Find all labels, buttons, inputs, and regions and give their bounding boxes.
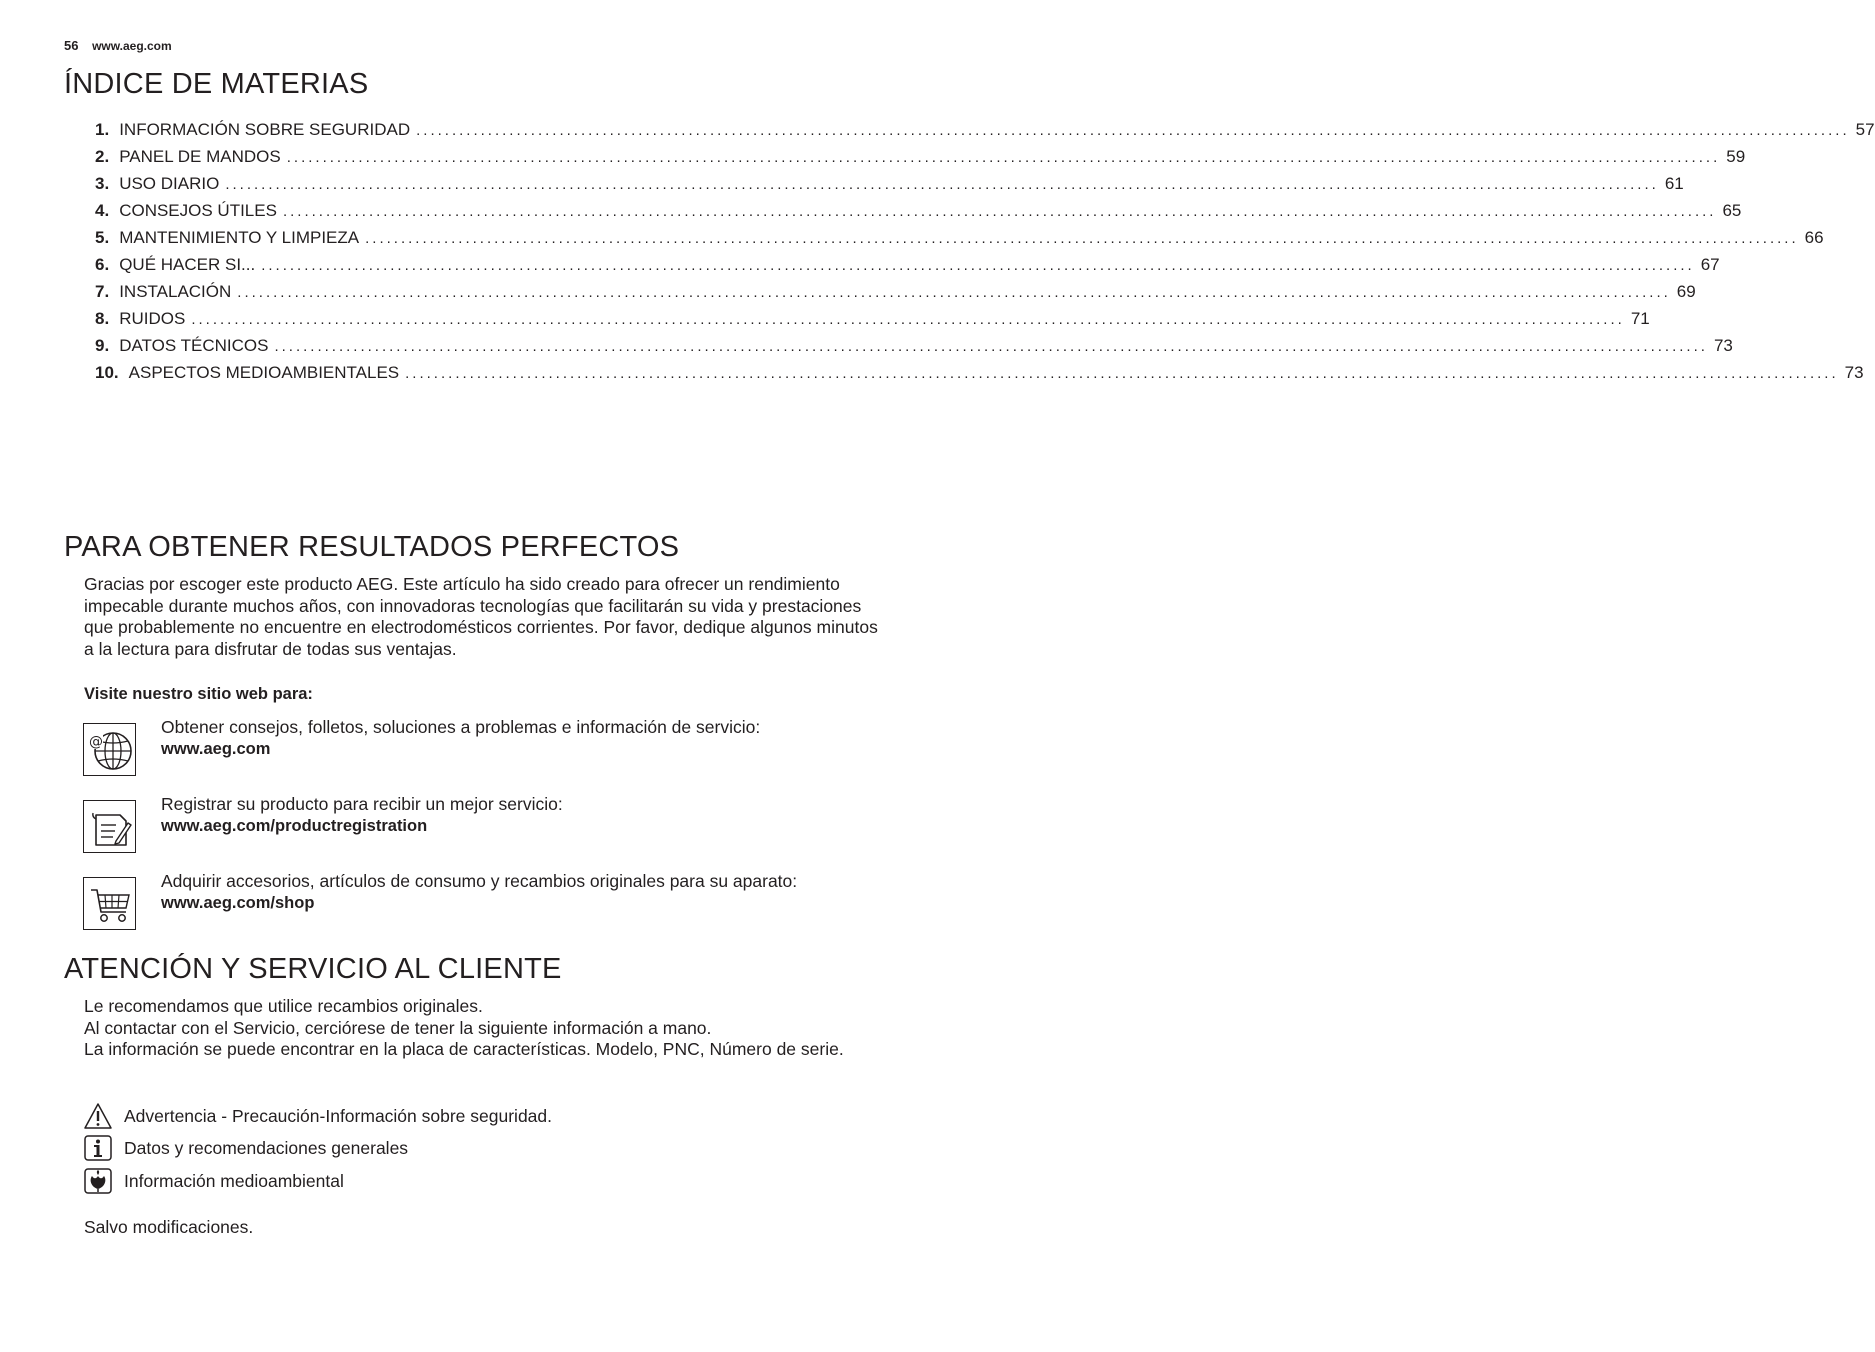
service-line: La información se puede encontrar en la placa de características. Modelo, PNC, Número de serie. [84, 1039, 844, 1059]
toc-item-title: ASPECTOS MEDIOAMBIENTALES [128, 363, 400, 382]
website-link-description: Obtener consejos, folletos, soluciones a problemas e información de servicio: [161, 717, 761, 737]
toc-item-page: 69 [1676, 282, 1696, 301]
warning-icon [83, 1102, 113, 1130]
toc-item-number: 4. [95, 201, 110, 220]
toc-leader-dots: ........................................................................................................................................................................................................ [405, 365, 1839, 382]
toc-item[interactable] [95, 282, 1696, 309]
toc-item[interactable] [95, 120, 1875, 147]
toc-item-page: 57 [1855, 120, 1875, 139]
toc-item[interactable] [95, 309, 1650, 336]
legend-text: Datos y recomendaciones generales [124, 1138, 409, 1158]
toc-item-number: 3. [95, 174, 110, 193]
toc-item[interactable] [95, 201, 1742, 228]
service-paragraph [84, 996, 884, 1061]
toc-leader-dots: ........................................................................................................................................................................................................ [282, 203, 1717, 220]
shopping-cart-icon [83, 877, 136, 930]
toc-item-page: 66 [1804, 228, 1824, 247]
toc-item-number: 5. [95, 228, 110, 247]
section-title-perfect-results: PARA OBTENER RESULTADOS PERFECTOS [64, 531, 680, 563]
toc-item-page: 59 [1726, 147, 1746, 166]
footer-note: Salvo modificaciones. [84, 1217, 254, 1237]
toc-item-title: INSTALACIÓN [119, 282, 232, 301]
registration-link-description: Registrar su producto para recibir un mejor servicio: [161, 794, 563, 814]
info-icon [83, 1134, 113, 1162]
service-line: Al contactar con el Servicio, cerciórese de tener la siguiente información a mano. [84, 1017, 712, 1038]
registration-link-url[interactable]: www.aeg.com/productregistration [161, 816, 428, 835]
toc-item-page: 61 [1664, 174, 1684, 193]
svg-text:@: @ [89, 734, 103, 750]
table-of-contents [95, 120, 1875, 390]
legend-text: Advertencia - Precaución-Información sobre seguridad. [124, 1106, 552, 1126]
toc-item-page: 71 [1630, 309, 1650, 328]
intro-paragraph: Gracias por escoger este producto AEG. Este artículo ha sido creado para ofrecer un rendimiento impecable durante muchos años, con innovadoras tecnologías que facilitarán su vida y prestaciones que probablemente no encuentre en electrodomésticos corrientes. Por favor, dedique algunos minutos a la lectura para disfrutar de todas sus ventajas. [84, 574, 878, 659]
toc-item-title: RUIDOS [119, 309, 186, 328]
toc-item-title: DATOS TÉCNICOS [119, 336, 269, 355]
legend-text: Información medioambiental [124, 1171, 344, 1191]
toc-item-title: MANTENIMIENTO Y LIMPIEZA [119, 228, 360, 247]
header-url[interactable]: www.aeg.com [92, 39, 172, 53]
toc-item-number: 1. [95, 120, 110, 139]
toc-title: ÍNDICE DE MATERIAS [64, 68, 369, 100]
toc-item[interactable] [95, 363, 1864, 390]
toc-item[interactable] [95, 228, 1824, 255]
toc-leader-dots: ........................................................................................................................................................................................................ [365, 230, 1799, 247]
shop-link-description: Adquirir accesorios, artículos de consumo y recambios originales para su aparato: [161, 871, 798, 891]
toc-leader-dots: ........................................................................................................................................................................................................ [274, 338, 1708, 355]
toc-leader-dots: ........................................................................................................................................................................................................ [261, 257, 1695, 274]
toc-item-number: 9. [95, 336, 110, 355]
toc-leader-dots: ........................................................................................................................................................................................................ [191, 311, 1625, 328]
toc-item-title: CONSEJOS ÚTILES [119, 201, 277, 220]
toc-item[interactable] [95, 147, 1746, 174]
toc-item-page: 73 [1844, 363, 1864, 382]
toc-item-title: QUÉ HACER SI... [119, 255, 256, 274]
service-line: Le recomendamos que utilice recambios originales. [84, 996, 483, 1016]
toc-item-title: USO DIARIO [119, 174, 220, 193]
visit-website-label: Visite nuestro sitio web para: [84, 685, 313, 703]
toc-item-title: PANEL DE MANDOS [119, 147, 281, 166]
toc-leader-dots: ........................................................................................................................................................................................................ [286, 149, 1721, 166]
page-header [64, 38, 172, 53]
toc-item-number: 6. [95, 255, 110, 274]
toc-item-title: INFORMACIÓN SOBRE SEGURIDAD [119, 120, 411, 139]
registration-icon [83, 800, 136, 853]
website-link-url[interactable]: www.aeg.com [161, 739, 271, 758]
section-title-customer-service: ATENCIÓN Y SERVICIO AL CLIENTE [64, 953, 562, 985]
toc-item-number: 2. [95, 147, 110, 166]
toc-item[interactable] [95, 336, 1733, 363]
toc-leader-dots: ........................................................................................................................................................................................................ [237, 284, 1671, 301]
toc-item-number: 10. [95, 363, 119, 382]
toc-item-number: 7. [95, 282, 110, 301]
shop-link-url[interactable]: www.aeg.com/shop [161, 893, 315, 912]
toc-item-page: 65 [1722, 201, 1742, 220]
toc-leader-dots: ........................................................................................................................................................................................................ [416, 122, 1850, 139]
toc-item-page: 67 [1700, 255, 1720, 274]
toc-leader-dots: ........................................................................................................................................................................................................ [225, 176, 1659, 193]
toc-item[interactable] [95, 255, 1720, 282]
globe-icon [83, 723, 136, 776]
page-number: 56 [64, 38, 79, 53]
toc-item-page: 73 [1713, 336, 1733, 355]
toc-item[interactable] [95, 174, 1684, 201]
toc-item-number: 8. [95, 309, 110, 328]
environment-icon [83, 1167, 113, 1195]
